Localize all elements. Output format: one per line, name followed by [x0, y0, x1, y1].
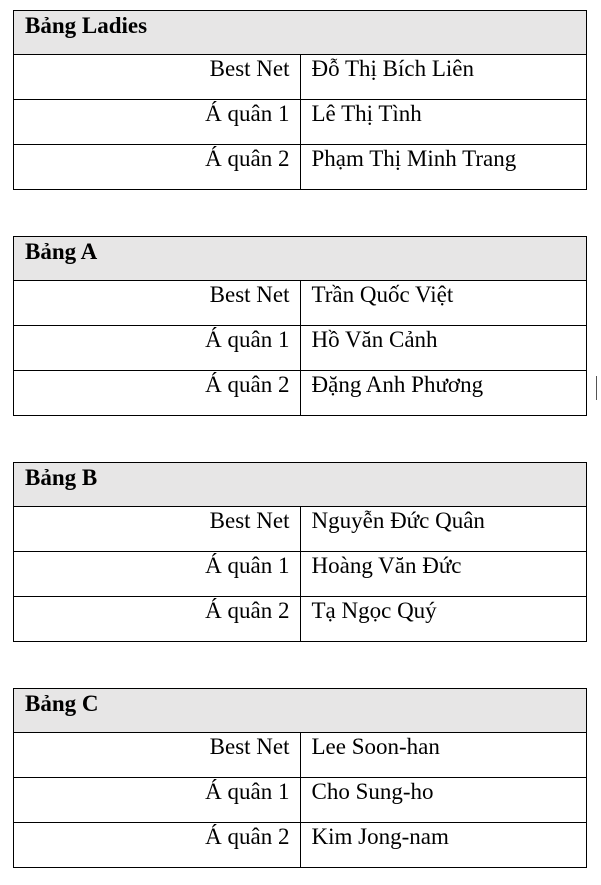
award-label: Á quân 1: [14, 552, 301, 597]
table-row: [14, 778, 587, 823]
group-title: Bảng B: [14, 463, 587, 507]
award-label: Best Net: [14, 733, 301, 778]
winner-name: Nguyễn Đức Quân: [300, 507, 587, 552]
award-label: Best Net: [14, 55, 301, 100]
table-row: [14, 552, 587, 597]
winner-name: Kim Jong-nam: [300, 823, 587, 868]
winner-name: Hồ Văn Cảnh: [300, 326, 587, 371]
table-header-row: [14, 237, 587, 281]
award-label: Á quân 2: [14, 371, 301, 416]
winner-name: Phạm Thị Minh Trang: [300, 145, 587, 190]
table-header-row: [14, 463, 587, 507]
table-row: [14, 326, 587, 371]
table-row: [14, 145, 587, 190]
winner-name: Đỗ Thị Bích Liên: [300, 55, 587, 100]
winner-name: Hoàng Văn Đức: [300, 552, 587, 597]
table-row: [14, 55, 587, 100]
winner-name: Trần Quốc Việt: [300, 281, 587, 326]
award-label: Á quân 1: [14, 326, 301, 371]
award-label: Á quân 2: [14, 823, 301, 868]
award-label: Á quân 1: [14, 778, 301, 823]
table-row: [14, 733, 587, 778]
table-row: [14, 281, 587, 326]
table-row: [14, 371, 587, 416]
table-row: [14, 823, 587, 868]
results-table-a: [13, 236, 587, 416]
table-header-row: [14, 689, 587, 733]
group-title: Bảng C: [14, 689, 587, 733]
table-row: [14, 100, 587, 145]
cursor-edge-mark: [596, 376, 597, 400]
winner-name: Đặng Anh Phương: [300, 371, 587, 416]
winner-name: Lê Thị Tình: [300, 100, 587, 145]
table-row: [14, 597, 587, 642]
group-title: Bảng A: [14, 237, 587, 281]
winner-name: Tạ Ngọc Quý: [300, 597, 587, 642]
winner-name: Lee Soon-han: [300, 733, 587, 778]
results-table-c: [13, 688, 587, 868]
winner-name: Cho Sung-ho: [300, 778, 587, 823]
award-label: Best Net: [14, 281, 301, 326]
results-table-ladies: [13, 10, 587, 190]
award-label: Best Net: [14, 507, 301, 552]
award-label: Á quân 1: [14, 100, 301, 145]
award-label: Á quân 2: [14, 145, 301, 190]
table-row: [14, 507, 587, 552]
award-label: Á quân 2: [14, 597, 301, 642]
results-table-b: [13, 462, 587, 642]
table-header-row: [14, 11, 587, 55]
group-title: Bảng Ladies: [14, 11, 587, 55]
